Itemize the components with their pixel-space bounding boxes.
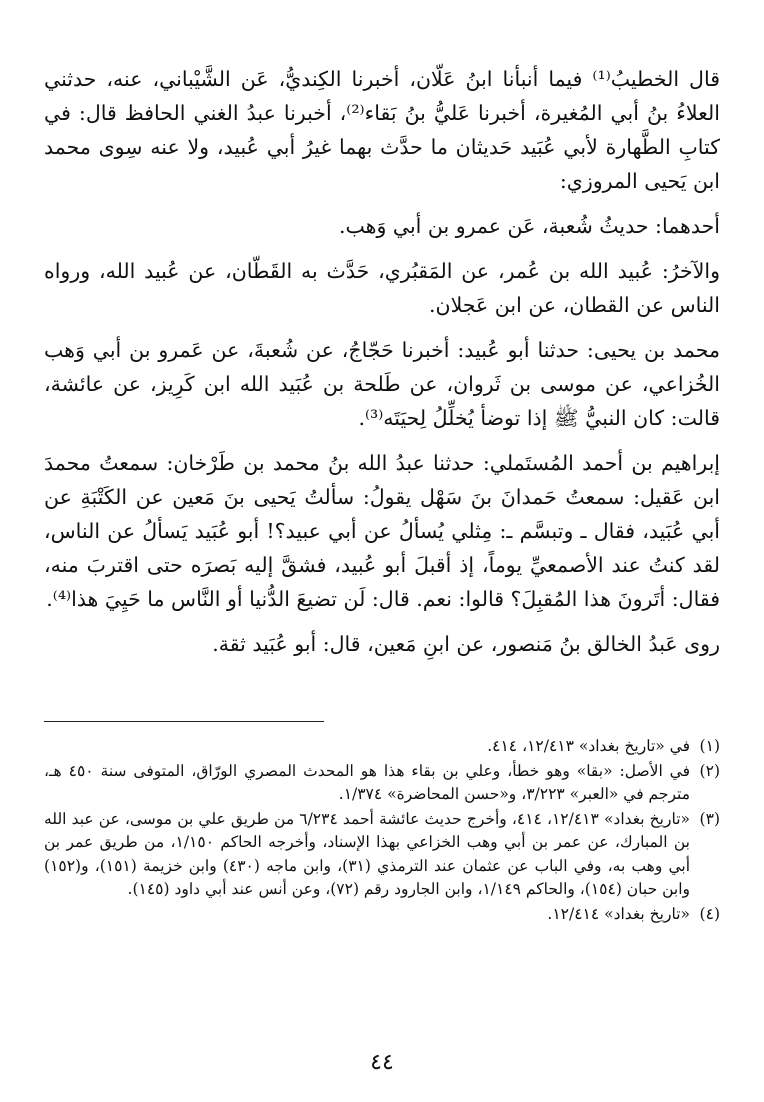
footnote-text: «تاريخ بغداد» ١٢/٤١٤. — [547, 904, 690, 923]
main-text — [44, 62, 720, 672]
footnote-4 — [44, 903, 720, 927]
footnote-number: (٣) — [699, 809, 720, 828]
paragraph-1: قال الخطيبُ⁽¹⁾ فيما أنبأنا ابنُ عَلّان، أخبرنا الكِنديُّ، عَن الشَّيْباني، عنه، حدثني العلاءُ بنُ أبي المُغيرة، أخبرنا عَليُّ بنُ بَقاء⁽²⁾، أخبرنا عبدُ الغني الحافظ قال: في كتابِ الطَّهارة لأبي عُبَيد حَديثان ما حدَّث بهما غيرُ أبي عُبيد، ولا عنه سِوى محمد ابن يَحيى المروزي: — [44, 67, 720, 193]
footnote-text: «تاريخ بغداد» ١٢/٤١٣، ٤١٤، وأخرج حديث عائشة أحمد ٦/٢٣٤ من طريق علي بن موسى، عن عبد الله بن المبارك، عن عمر بن أبي وهب الخزاعي بهذا الإسناد، وأخرجه الحاكم ١/١٥٠، من طريق عمر بن أبي وهب به، وفي الباب عن عثمان عند الترمذي (٣١)، وابن ماجه (٤٣٠) وابن خزيمة (١٥١)، و(١٥٢) وابن حبان (١٥٤)، والحاكم ١/١٤٩، وابن الجارود رقم (٧٢)، وعن أنس عند أبي داود (١٤٥). — [44, 809, 691, 898]
footnotes — [44, 735, 720, 927]
paragraph-2: أحدهما: حديثُ شُعبة، عَن عمرو بن أبي وَهب. — [339, 214, 720, 238]
footnote-2 — [44, 760, 720, 807]
paragraph-5: إبراهيم بن أحمد المُستَملي: حدثنا عبدُ الله بنُ محمد بن طَرْخان: سمعتُ محمدَ ابن عَقيل: سمعتُ حَمدانَ بنَ سَهْل يقولُ: سألتُ يَحيى بنَ مَعين عن الكَتْبَةِ عن أبي عُبَيد، فقال ـ وتبسَّم ـ: مِثلي يُسألُ عن أبي عبيد؟! أبو عُبَيد يَسألُ عن الناس، لقد كنتُ عند الأصمعيِّ يوماً، إذ أقبلَ أبو عُبيد، فشقَّ إليه بَصرَه حتى اقتربَ منه، فقال: أتَرونَ هذا المُقبِلَ؟ قالوا: نعم. قال: لَن تضيعَ الدُّنيا أو النَّاس ما حَيِيَ هذا⁽⁴⁾. — [44, 451, 720, 611]
footnote-separator — [44, 721, 324, 722]
footnote-text: في الأصل: «بقا» وهو خطأ، وعلي بن بقاء هذا هو المحدث المصري الورّاق، المتوفى سنة ٤٥٠ هـ، مترجم في «العبر» ٣/٢٢٣، و«حسن المحاضرة» ١/٣٧٤. — [44, 761, 690, 803]
paragraph-3: والآخرُ: عُبيد الله بن عُمر، عن المَقبُري، حَدَّث به القَطّان، عن عُبيد الله، ورواه الناس عن القطان، عن ابن عَجلان. — [44, 259, 720, 317]
footnote-1 — [44, 735, 720, 759]
paragraph-4: محمد بن يحيى: حدثنا أبو عُبيد: أخبرنا حَجّاجُ، عن شُعبةَ، عن عَمرو بن أبي وَهب الخُزاعي، عن موسى بن ثَروان، عن طَلحة بن عُبَيد الله ابن كَرِيز، عن عائشة، قالت: كان النبيُّ ﷺ إذا توضأ يُخلِّلُ لِحيَتَه⁽³⁾. — [44, 338, 720, 430]
footnote-3 — [44, 808, 720, 902]
paragraph-6: روى عَبدُ الخالق بنُ مَنصور، عن ابنِ مَعين، قال: أبو عُبَيد ثقة. — [212, 632, 720, 656]
footnote-number: (٢) — [699, 761, 720, 780]
footnote-text: في «تاريخ بغداد» ١٢/٤١٣، ٤١٤. — [487, 737, 690, 755]
footnote-number: (١) — [699, 737, 720, 755]
footnote-number: (٤) — [699, 904, 720, 923]
page-number: ٤٤ — [370, 1050, 394, 1075]
